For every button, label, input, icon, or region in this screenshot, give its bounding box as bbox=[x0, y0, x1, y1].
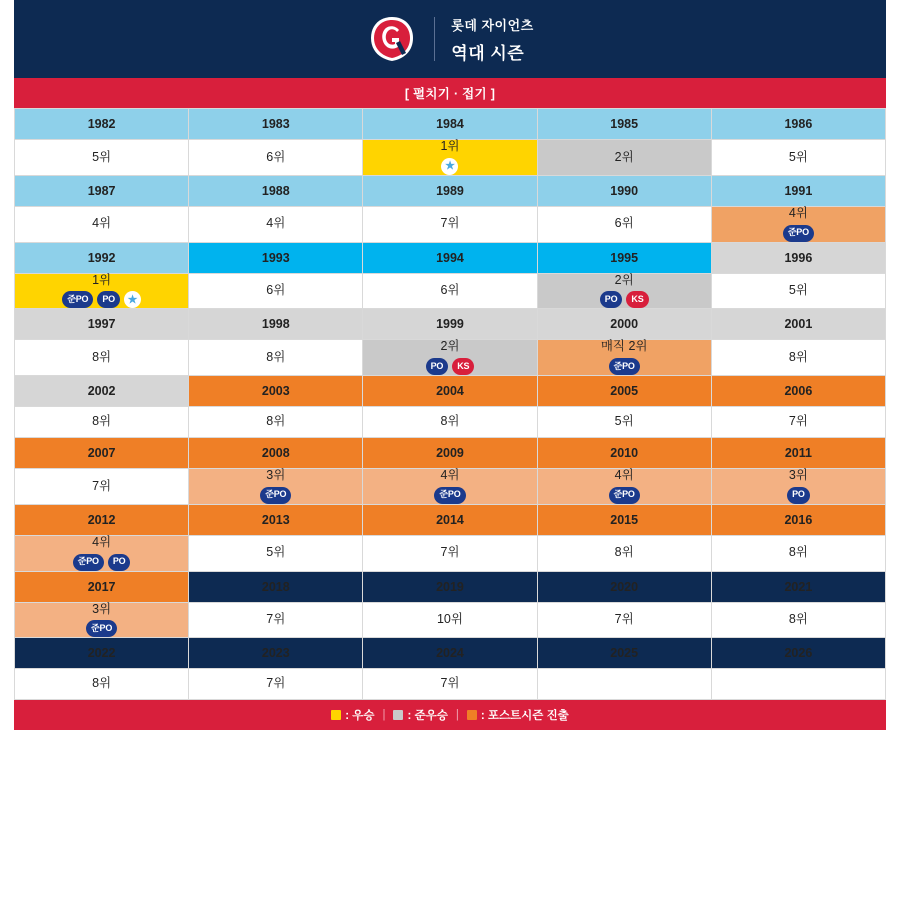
year-header-cell[interactable]: 1995 bbox=[537, 242, 711, 273]
rank-text: 5위 bbox=[614, 414, 634, 429]
rank-text: 7위 bbox=[440, 676, 460, 691]
rank-cell-inner bbox=[712, 151, 885, 165]
rank-cell bbox=[711, 206, 885, 242]
rank-cell-inner bbox=[712, 284, 885, 298]
rank-text: 8위 bbox=[788, 612, 808, 626]
rank-text: 4위 bbox=[788, 205, 808, 220]
rank-cell bbox=[711, 273, 885, 309]
rank-text: 6위 bbox=[614, 216, 634, 231]
legend-label-postseason: : 포스트시즌 진출 bbox=[480, 710, 569, 723]
year-header-cell[interactable]: 1987 bbox=[15, 175, 189, 206]
rank-cell bbox=[363, 469, 537, 505]
rank-row bbox=[15, 340, 886, 376]
rank-text: 4위 bbox=[266, 216, 286, 231]
year-header-row bbox=[15, 376, 886, 407]
rank-text: 6위 bbox=[440, 283, 460, 297]
rank-cell bbox=[15, 535, 189, 571]
rank-text: 3위 bbox=[266, 468, 286, 482]
rank-cell-inner bbox=[15, 603, 188, 638]
rank-cell-inner bbox=[363, 546, 536, 560]
year-header-cell[interactable]: 2023 bbox=[189, 638, 363, 669]
rank-text: 1위 bbox=[440, 139, 460, 153]
rank-text: 4위 bbox=[614, 468, 634, 482]
year-header-row bbox=[15, 242, 886, 273]
season-grid-body bbox=[15, 109, 886, 700]
rank-cell-inner bbox=[712, 613, 885, 627]
year-header-cell[interactable]: 1999 bbox=[363, 309, 537, 340]
rank-row bbox=[15, 407, 886, 438]
rank-cell bbox=[711, 535, 885, 571]
legend bbox=[14, 700, 886, 730]
year-header-cell[interactable]: 2008 bbox=[189, 438, 363, 469]
legend-swatch-champion bbox=[331, 710, 341, 720]
year-header-cell[interactable]: 2024 bbox=[363, 638, 537, 669]
rank-cell bbox=[537, 469, 711, 505]
year-header-cell[interactable]: 2004 bbox=[363, 376, 537, 407]
rank-cell-inner bbox=[189, 351, 362, 365]
rank-text: 2위 bbox=[440, 339, 460, 354]
legend-item-champion bbox=[331, 707, 374, 723]
rank-cell bbox=[363, 273, 537, 309]
legend-item-runnerup bbox=[393, 707, 447, 723]
rank-cell-inner bbox=[712, 415, 885, 429]
badge-star: ★ bbox=[124, 291, 141, 308]
rank-text: 4위 bbox=[92, 216, 112, 231]
badge-jpo: 준PO bbox=[86, 620, 117, 637]
rank-cell-inner bbox=[538, 274, 711, 309]
rank-cell bbox=[189, 535, 363, 571]
rank-text: 2위 bbox=[614, 272, 634, 287]
rank-cell-inner bbox=[538, 546, 711, 560]
team-name: 롯데 자이언츠 bbox=[451, 17, 534, 33]
expand-collapse-toggle[interactable]: [ 펼치기 · 접기 ] bbox=[14, 78, 886, 108]
year-header-cell[interactable]: 2007 bbox=[15, 438, 189, 469]
legend-label-champion: : 우승 bbox=[345, 710, 375, 723]
badge-po: PO bbox=[600, 291, 623, 308]
rank-row bbox=[15, 206, 886, 242]
rank-cell-inner bbox=[538, 469, 711, 504]
rank-cell bbox=[363, 669, 537, 700]
rank-cell bbox=[537, 535, 711, 571]
rank-text: 6위 bbox=[266, 283, 286, 297]
rank-cell-inner bbox=[363, 340, 536, 375]
rank-cell bbox=[537, 206, 711, 242]
rank-cell bbox=[363, 340, 537, 376]
year-header-cell[interactable]: 1990 bbox=[537, 175, 711, 206]
rank-text: 5위 bbox=[266, 545, 286, 560]
rank-row bbox=[15, 602, 886, 638]
year-header-cell[interactable]: 1998 bbox=[189, 309, 363, 340]
year-header-row bbox=[15, 504, 886, 535]
year-header-cell[interactable]: 2022 bbox=[15, 638, 189, 669]
rank-text: 7위 bbox=[92, 478, 112, 493]
rank-cell-inner bbox=[15, 217, 188, 231]
rank-cell-inner bbox=[15, 415, 188, 429]
badge-jpo: 준PO bbox=[73, 554, 104, 571]
badge-group bbox=[787, 487, 810, 504]
rank-text: 4위 bbox=[440, 468, 460, 482]
rank-cell bbox=[15, 206, 189, 242]
year-header-row bbox=[15, 571, 886, 602]
year-header-cell[interactable]: 2012 bbox=[15, 504, 189, 535]
badge-group bbox=[609, 487, 640, 504]
year-header-row bbox=[15, 638, 886, 669]
rank-cell bbox=[711, 669, 885, 700]
rank-cell-inner bbox=[189, 151, 362, 165]
rank-cell bbox=[15, 340, 189, 376]
season-grid bbox=[14, 108, 886, 700]
year-header-row bbox=[15, 309, 886, 340]
rank-cell bbox=[363, 602, 537, 638]
year-header-cell[interactable]: 1982 bbox=[15, 109, 189, 140]
rank-text: 7위 bbox=[614, 612, 634, 626]
rank-cell bbox=[537, 669, 711, 700]
rank-text: 6위 bbox=[266, 149, 286, 164]
rank-cell bbox=[189, 669, 363, 700]
year-header-cell[interactable]: 1988 bbox=[189, 175, 363, 206]
header-divider bbox=[434, 17, 435, 61]
rank-row bbox=[15, 469, 886, 505]
legend-label-runnerup: : 준우승 bbox=[407, 710, 448, 723]
badge-jpo: 준PO bbox=[62, 291, 93, 308]
rank-text: 7위 bbox=[788, 414, 808, 429]
year-header-cell[interactable]: 2009 bbox=[363, 438, 537, 469]
rank-cell-inner bbox=[712, 469, 885, 504]
rank-cell-inner bbox=[538, 613, 711, 627]
badge-group bbox=[73, 554, 131, 571]
rank-cell-inner bbox=[15, 677, 188, 691]
year-header-cell[interactable]: 1984 bbox=[363, 109, 537, 140]
rank-cell bbox=[363, 535, 537, 571]
year-header-row bbox=[15, 438, 886, 469]
rank-cell-inner bbox=[363, 217, 536, 231]
legend-separator-1: | bbox=[382, 709, 386, 722]
rank-text: 3위 bbox=[92, 601, 112, 616]
rank-cell bbox=[363, 140, 537, 176]
year-header-cell[interactable]: 2002 bbox=[15, 376, 189, 407]
rank-cell bbox=[537, 340, 711, 376]
year-header-cell[interactable]: 2021 bbox=[711, 571, 885, 602]
year-header-cell[interactable]: 2026 bbox=[711, 638, 885, 669]
badge-group bbox=[426, 358, 475, 375]
year-header-cell[interactable]: 2018 bbox=[189, 571, 363, 602]
rank-text: 1위 bbox=[92, 272, 112, 287]
year-header-cell[interactable]: 1983 bbox=[189, 109, 363, 140]
lotte-giants-logo-icon bbox=[366, 13, 418, 65]
year-header-cell[interactable]: 2025 bbox=[537, 638, 711, 669]
year-header-row bbox=[15, 109, 886, 140]
page-title: 역대 시즌 bbox=[451, 43, 525, 63]
badge-po: PO bbox=[108, 554, 131, 571]
rank-text: 10위 bbox=[436, 612, 463, 626]
rank-cell bbox=[15, 407, 189, 438]
rank-cell bbox=[189, 602, 363, 638]
rank-cell bbox=[537, 602, 711, 638]
rank-cell bbox=[711, 340, 885, 376]
rank-cell-inner bbox=[538, 217, 711, 231]
rank-cell bbox=[15, 273, 189, 309]
rank-cell-inner bbox=[189, 284, 362, 298]
rank-text: 8위 bbox=[266, 414, 286, 429]
year-header-cell[interactable]: 1991 bbox=[711, 175, 885, 206]
rank-text: 5위 bbox=[788, 283, 808, 297]
year-header-cell[interactable]: 1992 bbox=[15, 242, 189, 273]
rank-cell-inner bbox=[15, 536, 188, 571]
year-header-cell[interactable]: 1986 bbox=[711, 109, 885, 140]
rank-cell-inner bbox=[363, 469, 536, 504]
badge-group bbox=[783, 225, 814, 242]
rank-cell-inner bbox=[363, 415, 536, 429]
rank-row bbox=[15, 140, 886, 176]
rank-cell bbox=[189, 273, 363, 309]
rank-cell bbox=[711, 407, 885, 438]
badge-jpo: 준PO bbox=[434, 487, 465, 504]
legend-item-postseason bbox=[467, 707, 569, 723]
rank-cell bbox=[189, 206, 363, 242]
header-inner bbox=[366, 13, 533, 65]
rank-text: 4위 bbox=[92, 534, 112, 549]
rank-cell bbox=[537, 140, 711, 176]
legend-separator-2: | bbox=[455, 709, 459, 722]
rank-row bbox=[15, 273, 886, 309]
rank-cell-inner bbox=[363, 284, 536, 298]
rank-text: 7위 bbox=[440, 545, 460, 560]
rank-text: 8위 bbox=[614, 545, 634, 560]
rank-text: 8위 bbox=[788, 349, 808, 364]
rank-text: 5위 bbox=[92, 149, 112, 164]
rank-text: 2위 bbox=[614, 149, 634, 164]
rank-text: 8위 bbox=[440, 414, 460, 429]
year-header-cell[interactable]: 2010 bbox=[537, 438, 711, 469]
rank-cell-inner bbox=[363, 140, 536, 175]
rank-cell bbox=[711, 469, 885, 505]
rank-cell-inner bbox=[712, 351, 885, 365]
year-header-cell[interactable]: 2014 bbox=[363, 504, 537, 535]
badge-group bbox=[62, 291, 141, 308]
rank-cell bbox=[189, 140, 363, 176]
year-header-cell[interactable]: 2013 bbox=[189, 504, 363, 535]
year-header-cell[interactable]: 2011 bbox=[711, 438, 885, 469]
rank-cell-inner bbox=[189, 546, 362, 560]
rank-text: 5위 bbox=[788, 149, 808, 164]
rank-cell-inner bbox=[189, 677, 362, 691]
rank-row bbox=[15, 669, 886, 700]
badge-group bbox=[441, 158, 458, 175]
rank-text: 8위 bbox=[788, 545, 808, 560]
rank-cell bbox=[189, 340, 363, 376]
rank-cell-inner bbox=[15, 351, 188, 365]
rank-cell-inner bbox=[363, 613, 536, 627]
rank-cell-inner bbox=[189, 469, 362, 504]
year-header-row bbox=[15, 175, 886, 206]
rank-cell-inner bbox=[189, 217, 362, 231]
badge-group bbox=[600, 291, 649, 308]
rank-text: 8위 bbox=[92, 676, 112, 691]
rank-cell bbox=[363, 206, 537, 242]
year-header-cell[interactable]: 1997 bbox=[15, 309, 189, 340]
badge-jpo: 준PO bbox=[609, 487, 640, 504]
year-header-cell[interactable]: 1996 bbox=[711, 242, 885, 273]
rank-text: 7위 bbox=[266, 676, 286, 691]
rank-cell bbox=[711, 140, 885, 176]
badge-jpo: 준PO bbox=[783, 225, 814, 242]
year-header-cell[interactable]: 2015 bbox=[537, 504, 711, 535]
year-header-cell[interactable]: 2005 bbox=[537, 376, 711, 407]
rank-cell-inner bbox=[15, 274, 188, 309]
year-header-cell[interactable]: 1989 bbox=[363, 175, 537, 206]
rank-text: 8위 bbox=[92, 414, 112, 429]
legend-swatch-postseason bbox=[467, 710, 477, 720]
rank-cell-inner bbox=[189, 613, 362, 627]
badge-po: PO bbox=[787, 487, 810, 504]
rank-cell bbox=[711, 602, 885, 638]
badge-jpo: 준PO bbox=[260, 487, 291, 504]
year-header-cell[interactable]: 2000 bbox=[537, 309, 711, 340]
rank-cell bbox=[15, 140, 189, 176]
rank-cell bbox=[537, 407, 711, 438]
rank-cell-inner bbox=[15, 480, 188, 494]
year-header-cell[interactable]: 2019 bbox=[363, 571, 537, 602]
year-header-cell[interactable]: 2016 bbox=[711, 504, 885, 535]
rank-cell bbox=[189, 407, 363, 438]
legend-swatch-runnerup bbox=[393, 710, 403, 720]
rank-text: 매직 2위 bbox=[600, 339, 648, 354]
rank-cell-inner bbox=[15, 151, 188, 165]
rank-cell bbox=[537, 273, 711, 309]
rank-cell-inner bbox=[538, 340, 711, 375]
rank-cell-inner bbox=[712, 546, 885, 560]
rank-cell-inner bbox=[538, 415, 711, 429]
rank-cell bbox=[15, 602, 189, 638]
badge-group bbox=[260, 487, 291, 504]
rank-cell bbox=[363, 407, 537, 438]
badge-ks: KS bbox=[626, 291, 648, 308]
year-header-cell[interactable]: 1985 bbox=[537, 109, 711, 140]
rank-cell-inner bbox=[189, 415, 362, 429]
year-header-cell[interactable]: 2003 bbox=[189, 376, 363, 407]
rank-cell bbox=[15, 669, 189, 700]
badge-group bbox=[609, 358, 640, 375]
rank-text: 8위 bbox=[266, 349, 286, 364]
badge-group bbox=[86, 620, 117, 637]
year-header-cell[interactable]: 1994 bbox=[363, 242, 537, 273]
badge-group bbox=[434, 487, 465, 504]
header-title-block bbox=[451, 15, 533, 64]
badge-po: PO bbox=[97, 291, 120, 308]
badge-jpo: 준PO bbox=[609, 358, 640, 375]
year-header-cell[interactable]: 2006 bbox=[711, 376, 885, 407]
badge-po: PO bbox=[426, 358, 449, 375]
rank-cell-inner bbox=[712, 207, 885, 242]
rank-text: 8위 bbox=[92, 349, 112, 364]
rank-cell-inner bbox=[363, 677, 536, 691]
badge-ks: KS bbox=[452, 358, 474, 375]
year-header-cell[interactable]: 2001 bbox=[711, 309, 885, 340]
bottom-strip bbox=[14, 730, 886, 742]
year-header-cell[interactable]: 1993 bbox=[189, 242, 363, 273]
rank-cell bbox=[15, 469, 189, 505]
rank-text: 7위 bbox=[440, 216, 460, 231]
rank-cell bbox=[189, 469, 363, 505]
rank-row bbox=[15, 535, 886, 571]
page-header bbox=[14, 0, 886, 78]
badge-star: ★ bbox=[441, 158, 458, 175]
year-header-cell[interactable]: 2020 bbox=[537, 571, 711, 602]
rank-cell-inner bbox=[538, 151, 711, 165]
rank-text: 3위 bbox=[788, 468, 808, 482]
year-header-cell[interactable]: 2017 bbox=[15, 571, 189, 602]
rank-text: 7위 bbox=[266, 612, 286, 626]
